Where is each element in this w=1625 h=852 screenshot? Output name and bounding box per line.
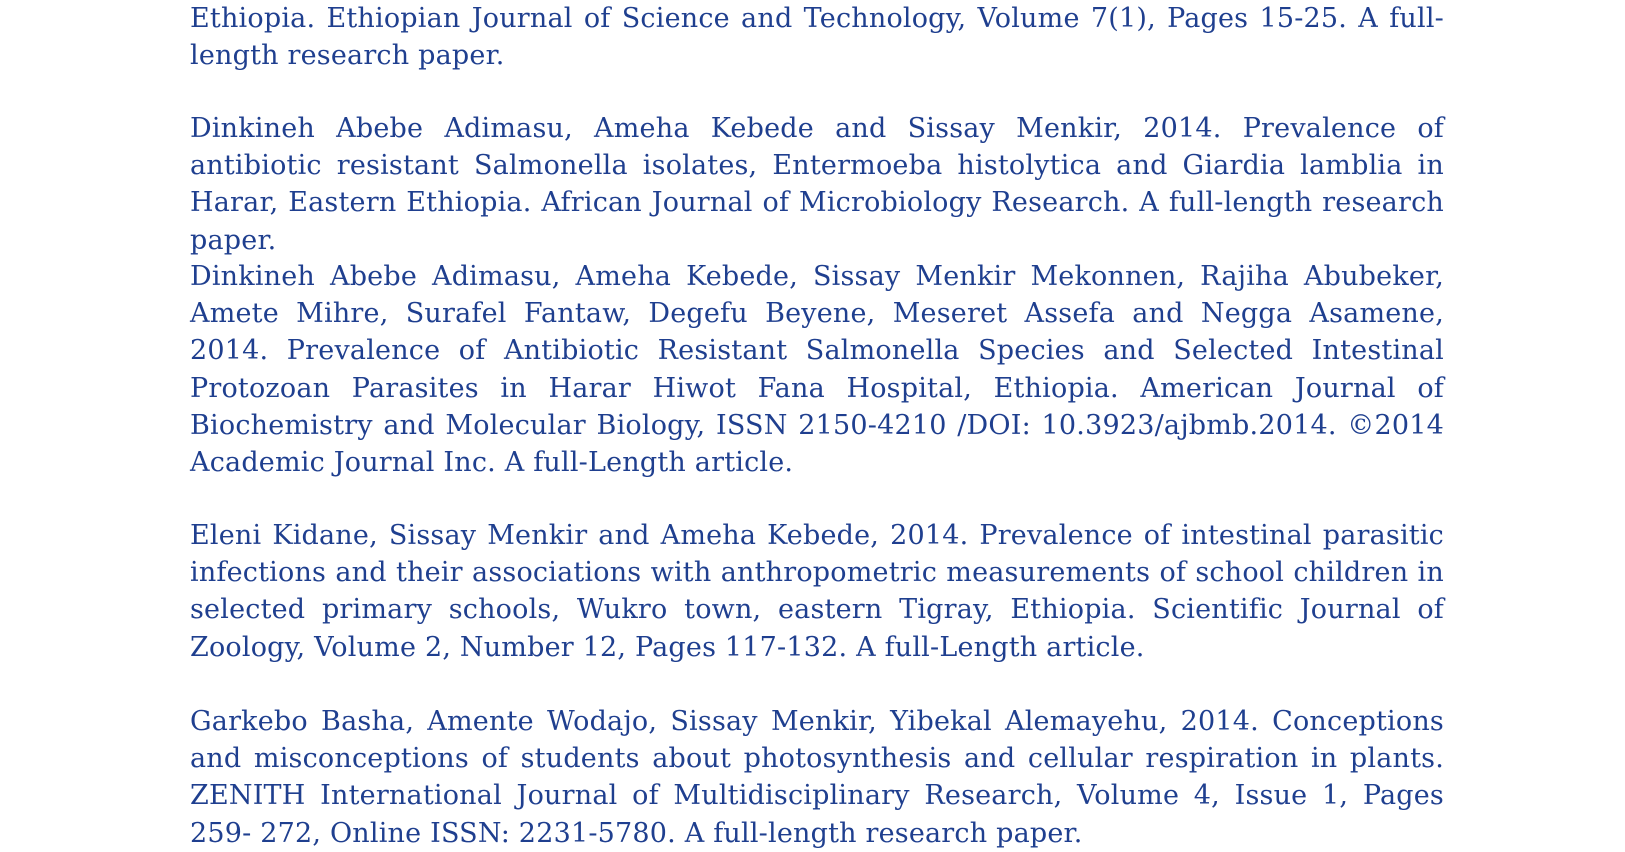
reference-entry: Garkebo Basha, Amente Wodajo, Sissay Menkir, Yibekal Alemayehu, 2014. Conceptions and misconceptions of students about photosynthesis and cellular respiration in plants. ZENITH International Journal of Multidisciplinary Research, Volume 4, Issue 1, Pages 259- 272, Online ISSN: 2231-5780. A full-length research paper. xyxy=(190,706,1444,849)
document-page xyxy=(190,0,1444,852)
reference-entry: Dinkineh Abebe Adimasu, Ameha Kebede and Sissay Menkir, 2014. Prevalence of antibiotic resistant Salmonella isolates, Entermoeba histolytica and Giardia lamblia in Harar, Eastern Ethiopia. African Journal of Microbiology Research. A full-length research paper. xyxy=(190,113,1444,256)
reference-entry: Eleni Kidane, Sissay Menkir and Ameha Kebede, 2014. Prevalence of intestinal parasitic infections and their associations with anthropometric measurements of school children in selected primary schools, Wukro town, eastern Tigray, Ethiopia. Scientific Journal of Zoology, Volume 2, Number 12, Pages 117-132. A full-Length article. xyxy=(190,520,1444,663)
reference-entry: Ethiopia. Ethiopian Journal of Science and Technology, Volume 7(1), Pages 15-25. A full-length research paper. xyxy=(190,3,1444,72)
reference-entry: Dinkineh Abebe Adimasu, Ameha Kebede, Sissay Menkir Mekonnen, Rajiha Abubeker, Amete Mihre, Surafel Fantaw, Degefu Beyene, Meseret Assefa and Negga Asamene, 2014. Prevalence of Antibiotic Resistant Salmonella Species and Selected Intestinal Protozoan Parasites in Harar Hiwot Fana Hospital, Ethiopia. American Journal of Biochemistry and Molecular Biology, ISSN 2150-4210 /DOI: 10.3923/ajbmb.2014. ©2014 Academic Journal Inc. A full-Length article. xyxy=(190,261,1444,479)
